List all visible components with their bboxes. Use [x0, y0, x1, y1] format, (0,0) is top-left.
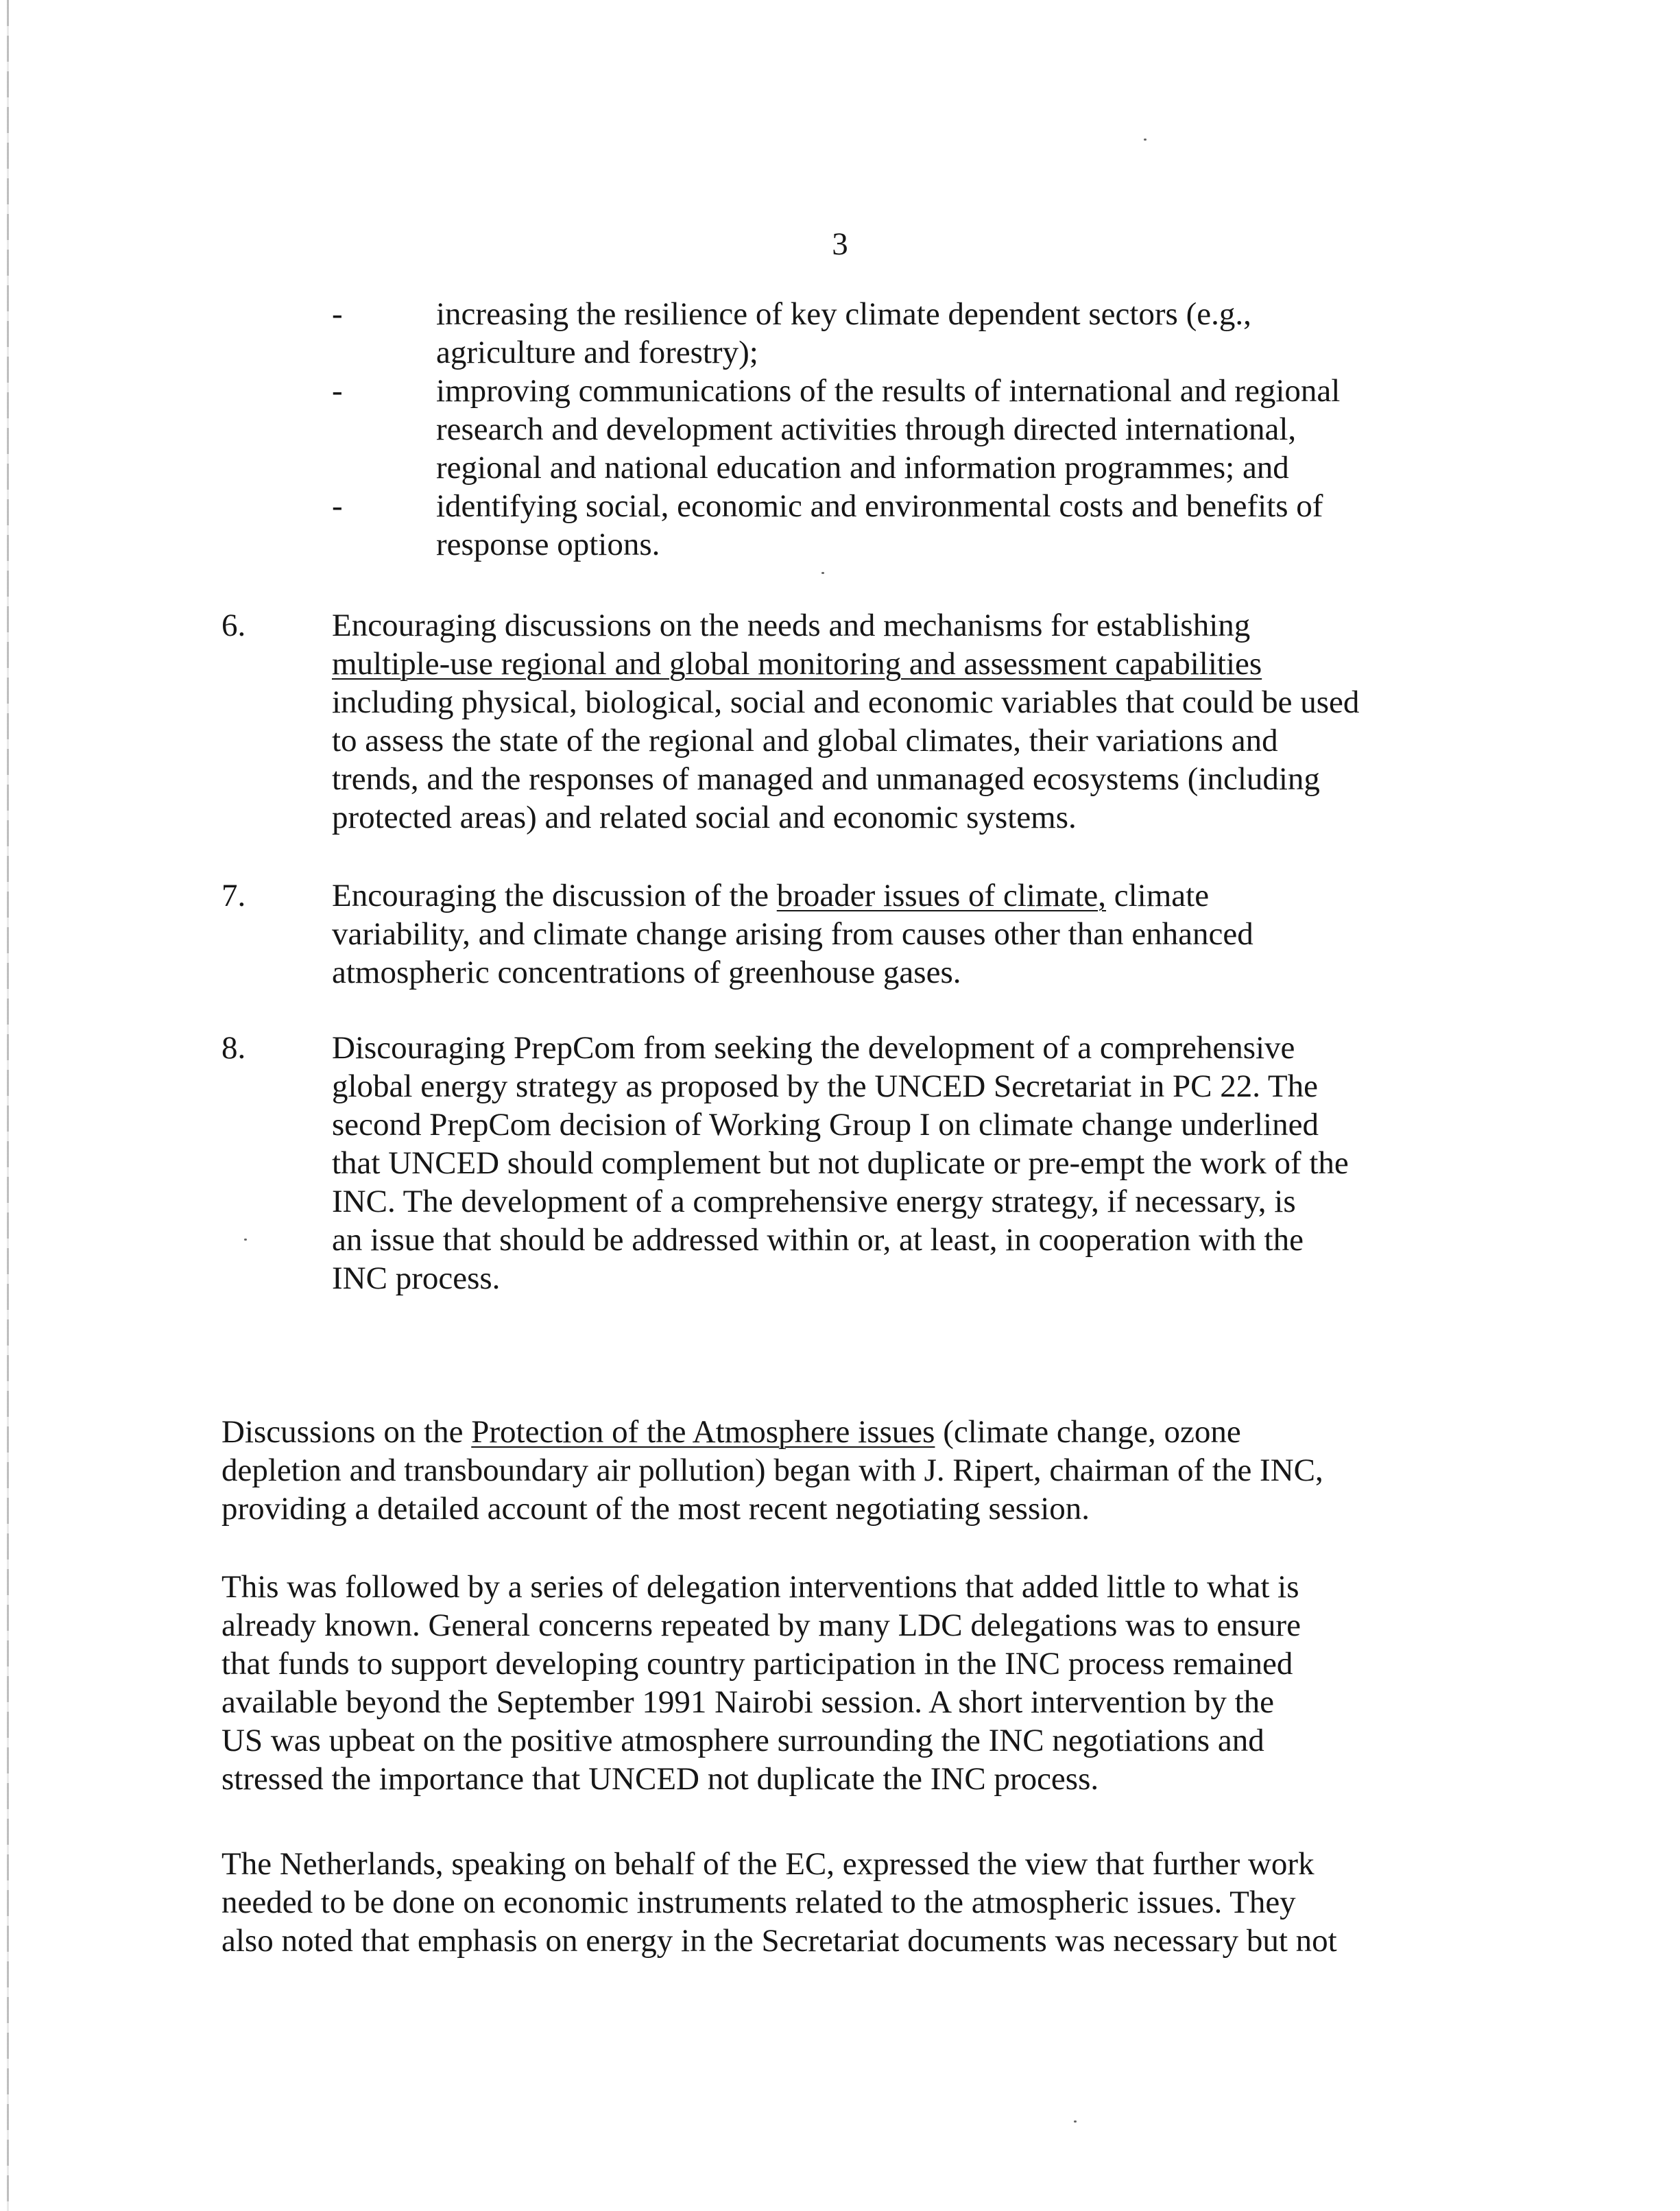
- bullet-line: response options.: [436, 527, 660, 562]
- bullet-line: identifying social, economic and environmental costs and benefits of: [436, 488, 1323, 524]
- paragraph-line: that funds to support developing country participation in the INC process remained: [221, 1646, 1293, 1682]
- paragraph-netherlands: [221, 1845, 1449, 1960]
- paragraph-line: [221, 1413, 1449, 1451]
- item-number: 7.: [221, 878, 246, 913]
- item-line-underlined: [332, 645, 1456, 683]
- paragraph-line: US was upbeat on the positive atmosphere surrounding the INC negotiations and: [221, 1723, 1264, 1758]
- scan-speck: [821, 572, 824, 574]
- item-number: 8.: [221, 1030, 246, 1066]
- bullet-marker: -: [332, 373, 343, 409]
- paragraph-line: This was followed by a series of delegation interventions that added little to what is: [221, 1569, 1299, 1605]
- item-line: variability, and climate change arising from causes other than enhanced: [332, 916, 1253, 952]
- item-line: INC process.: [332, 1260, 501, 1296]
- bullet-line: regional and national education and information programmes; and: [436, 450, 1289, 486]
- paragraph-line: depletion and transboundary air pollution) began with J. Ripert, chairman of the INC,: [221, 1453, 1323, 1488]
- numbered-item-6: [221, 606, 1456, 837]
- item-line: that UNCED should complement but not duplicate or pre-empt the work of the: [332, 1145, 1349, 1181]
- item-number: 6.: [221, 608, 246, 643]
- numbered-item-8: [221, 1029, 1456, 1298]
- underlined-phrase: Protection of the Atmosphere issues: [471, 1414, 935, 1450]
- text-run: climate: [1106, 878, 1210, 913]
- item-body: [332, 876, 1456, 992]
- bullet-line: improving communications of the results of international and regional: [436, 373, 1341, 409]
- item-line: Discouraging PrepCom from seeking the development of a comprehensive: [332, 1030, 1295, 1066]
- bullet-item: [332, 372, 1498, 487]
- bullet-marker: -: [332, 296, 343, 332]
- item-line: atmospheric concentrations of greenhouse gases.: [332, 955, 961, 990]
- paragraph-line: also noted that emphasis on energy in the Secretariat documents was necessary but not: [221, 1923, 1337, 1959]
- item-line: including physical, biological, social and economic variables that could be used: [332, 684, 1360, 720]
- text-run: Discussions on the: [221, 1414, 472, 1450]
- item-body: [332, 606, 1456, 837]
- item-line: global energy strategy as proposed by the UNCED Secretariat in PC 22. The: [332, 1068, 1318, 1104]
- bullet-item: [332, 487, 1498, 564]
- paragraph-interventions: [221, 1568, 1449, 1798]
- underlined-phrase: broader issues of climate,: [776, 878, 1107, 913]
- paragraph-line: available beyond the September 1991 Nairobi session. A short intervention by the: [221, 1684, 1275, 1720]
- scan-left-edge: [7, 0, 9, 2211]
- numbered-item-7: [221, 876, 1456, 992]
- page-number: 3: [832, 226, 848, 262]
- paragraph-line: needed to be done on economic instruments related to the atmospheric issues. They: [221, 1885, 1296, 1920]
- bullet-line: agriculture and forestry);: [436, 335, 758, 370]
- underlined-phrase: multiple-use regional and global monitoring and assessment capabilities: [332, 646, 1262, 682]
- bullet-list: [332, 295, 1498, 564]
- item-line: Encouraging discussions on the needs and mechanisms for establishing: [332, 608, 1251, 643]
- paragraph-line: The Netherlands, speaking on behalf of the EC, expressed the view that further work: [221, 1846, 1315, 1882]
- item-line: an issue that should be addressed within or, at least, in cooperation with the: [332, 1222, 1304, 1258]
- item-line: [332, 876, 1456, 915]
- item-line: protected areas) and related social and economic systems.: [332, 800, 1077, 835]
- item-line: second PrepCom decision of Working Group I on climate change underlined: [332, 1107, 1319, 1143]
- item-body: [332, 1029, 1456, 1298]
- bullet-line: research and development activities through directed international,: [436, 411, 1297, 447]
- scan-speck: [1144, 139, 1147, 141]
- item-line: trends, and the responses of managed and unmanaged ecosystems (including: [332, 761, 1320, 797]
- paragraph-line: stressed the importance that UNCED not duplicate the INC process.: [221, 1761, 1099, 1797]
- paragraph-atmosphere: [221, 1413, 1449, 1528]
- item-line: to assess the state of the regional and global climates, their variations and: [332, 723, 1278, 758]
- text-run: (climate change, ozone: [935, 1414, 1241, 1450]
- bullet-marker: -: [332, 488, 343, 524]
- paragraph-line: already known. General concerns repeated by many LDC delegations was to ensure: [221, 1608, 1301, 1643]
- bullet-line: increasing the resilience of key climate dependent sectors (e.g.,: [436, 296, 1251, 332]
- bullet-item: [332, 295, 1498, 372]
- item-line: INC. The development of a comprehensive energy strategy, if necessary, is: [332, 1184, 1296, 1219]
- paragraph-line: providing a detailed account of the most recent negotiating session.: [221, 1491, 1090, 1527]
- text-run: Encouraging the discussion of the: [332, 878, 777, 913]
- scan-speck: [1074, 2120, 1077, 2123]
